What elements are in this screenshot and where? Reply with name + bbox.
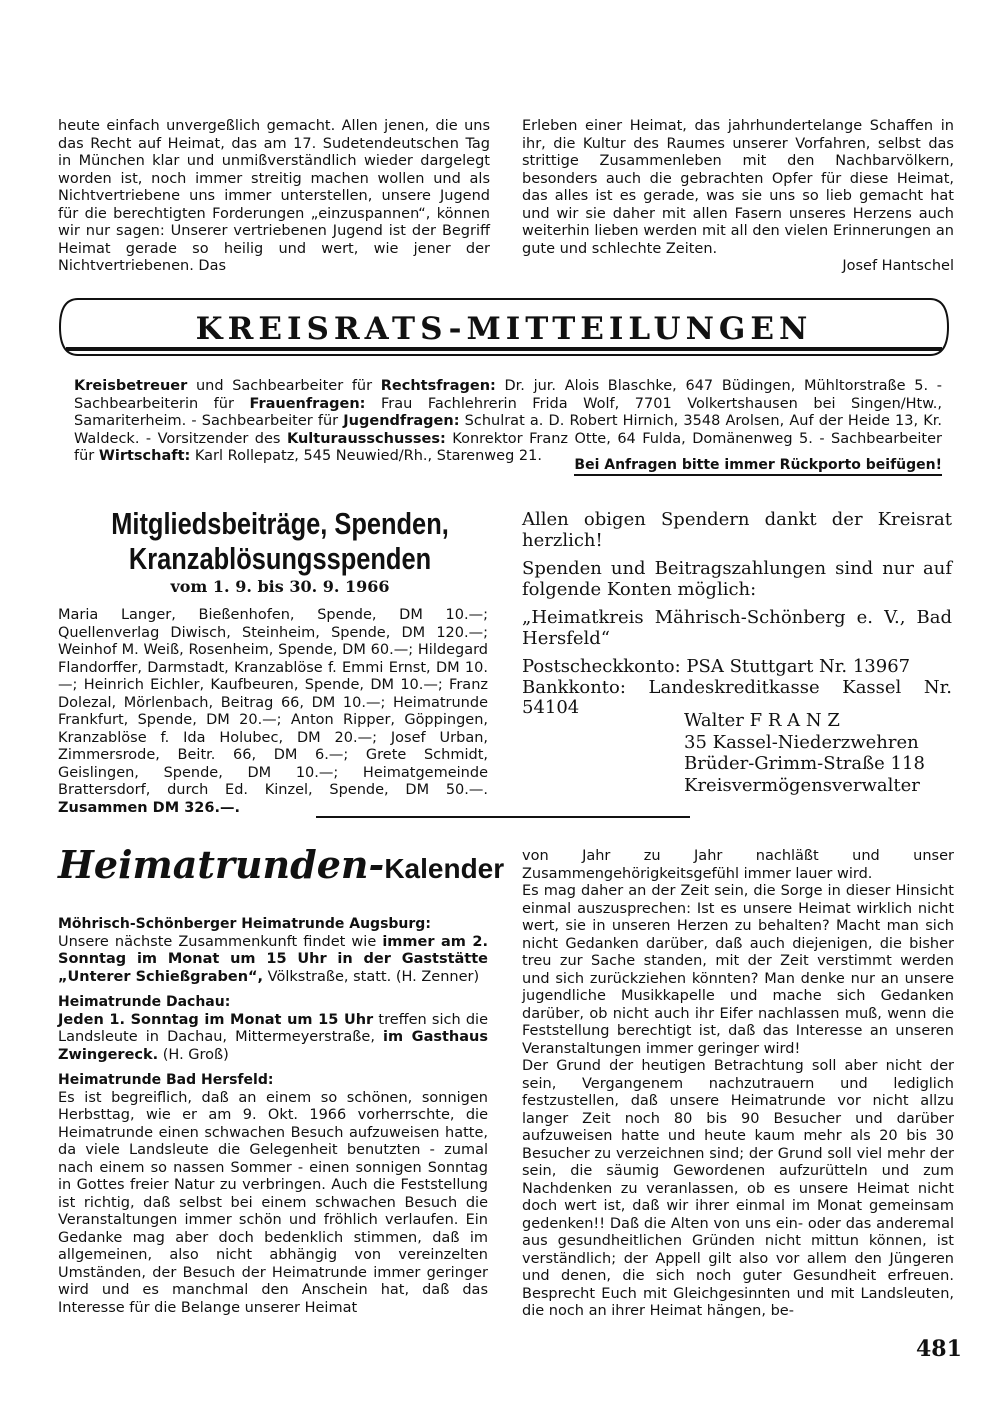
contact-label: Jugendfragen: bbox=[343, 413, 460, 429]
section-text: Es ist begreiflich, daß an einem so schönen, sonnigen Herbsttag, wie er am 9. Okt. 1966 vorherrschte, die Heimatrunde einen schwachen Besuch aufzuweisen hatte, da viele Landsleute die Gelegenheit benutzten - zumal nach einem so nassen Sommer - einen sonnigen Sonntag in Gottes freier Natur zu verbringen. Auch die Feststellung ist richtig, daß selbst bei einem schwachen Besuch die Veranstaltungen immer schön und fröhlich verlaufen. Ein Gedanke mag aber doch bedenklich stimmen, daß im allgemeinen, also nicht abhängig von vereinzelten Umständen, der Besuch der Heimatrunde immer geringer wird und es manchmal den Anschein hat, daß das Interesse für die Belange unserer Heimat bbox=[58, 1089, 488, 1316]
donations-list bbox=[58, 607, 488, 817]
treasurer-address-line: Brüder-Grimm-Straße 118 bbox=[684, 753, 925, 774]
contact-label: Frauenfragen: bbox=[249, 395, 366, 412]
contact-text: Frau Fachlehrerin Frida Wolf, 7701 Volkertshausen bei Singen/Htw., Samariterheim. - Sachbearbeiter für bbox=[74, 395, 942, 429]
article-text: Erleben einer Heimat, das jahrhundertelange Schaffen in ihr, die Kultur des Raumes unserer Vorfahren, selbst das strittige Zusammenleben mit den Nachbarvölkern, besonders auch die gebrachten Opfer für diese Heimat, das alles ist es gerade, was sie uns so lieb gemacht hat und wir sie daher mit allen Fasern unseres Herzens auch weiterhin lieben werden mit all den vielen Erinnerungen an gute und schlechte Zeiten. bbox=[522, 118, 954, 257]
kreisrat-contacts bbox=[74, 378, 942, 466]
banner-title: KREISRATS-MITTEILUNGEN bbox=[195, 311, 813, 347]
contact-text: Konrektor Franz Otte, 64 Fulda, Domänenweg 5. - Sachbearbeiter für bbox=[74, 430, 942, 464]
heimatrunden-heading-script: Heimatrunden- bbox=[58, 842, 385, 887]
text-bold: immer am 2. Sonntag im Monat um 15 Uhr in der Gaststätte „Unterer Schießgraben“, bbox=[58, 933, 488, 985]
treasurer-address bbox=[684, 710, 964, 796]
contact-label: Kreisbetreuer bbox=[74, 378, 188, 394]
section-divider bbox=[316, 816, 690, 818]
rueckporto-note: Bei Anfragen bitte immer Rückporto beifügen! bbox=[574, 457, 942, 476]
text-bold: im Gasthaus Zwingereck. bbox=[58, 1029, 488, 1063]
treasurer-role: Kreisvermögensverwalter bbox=[684, 774, 920, 796]
postscheck-account: Postscheckkonto: PSA Stuttgart Nr. 13967 bbox=[522, 656, 911, 677]
text-span: treffen sich die Landsleute in Dachau, Mittermeyerstraße, bbox=[58, 1011, 489, 1045]
article-signature: Josef Hantschel bbox=[842, 258, 954, 274]
text-span: (H. Groß) bbox=[158, 1046, 229, 1063]
contact-text: Karl Rollepatz, 545 Neuwied/Rh., Starenweg 21. bbox=[190, 448, 542, 464]
donations-date-range: vom 1. 9. bis 30. 9. 1966 bbox=[170, 577, 390, 596]
heimatrunden-heading-rest: Kalender bbox=[384, 853, 505, 884]
donations-thanks bbox=[522, 510, 952, 719]
contact-label: Rechtsfragen: bbox=[380, 378, 496, 394]
section-subheading: Heimatrunde Dachau: bbox=[58, 994, 231, 1010]
thanks-text: Allen obigen Spendern dankt der Kreisrat herzlich! bbox=[522, 509, 952, 551]
page-number: 481 bbox=[916, 1336, 962, 1362]
donations-heading-line2: Kranzablösungsspenden bbox=[128, 541, 432, 576]
text-span: Unsere nächste Zusammenkunft findet wie bbox=[58, 933, 383, 950]
contact-text: und Sachbearbeiter für bbox=[187, 378, 381, 394]
treasurer-address-line: 35 Kassel-Niederzwehren bbox=[684, 731, 919, 753]
heimatrunden-left-column bbox=[58, 912, 488, 1317]
section-text: von Jahr zu Jahr nachläßt und unser Zusammengehörigkeitsgefühl immer lauer wird. bbox=[522, 848, 954, 882]
donations-heading bbox=[100, 506, 461, 576]
bank-account: Bankkonto: Landeskreditkasse Kassel Nr. 54104 bbox=[522, 676, 952, 718]
section-text: Es mag daher an der Zeit sein, die Sorge in dieser Hinsicht einmal auszusprechen: Ist es unsere Heimat wirklich nicht wert, sie in unseren Herzen zu behalten? Macht man sich nicht Gedanken darüber, daß auch diejenigen, die bisher treu zur Sache standen, mit der Zeit verstimmt werden und sich zurückziehen könnten? Man denke nur an unsere jugendliche Musikkapelle und mache sich Gedanken darüber, ob nicht auch ihr Eifer nachlassen muß, wenn die Feststellung berechtigt ist, daß das Interesse an unseren Veranstaltungen immer geringer wird! bbox=[522, 883, 954, 1057]
section-subheading: Möhrisch-Schönberger Heimatrunde Augsburg: bbox=[58, 916, 431, 932]
account-holder: „Heimatkreis Mährisch-Schönberg e. V., Bad Hersfeld“ bbox=[522, 607, 952, 649]
section-text bbox=[58, 1012, 488, 1065]
kreisrats-banner bbox=[58, 297, 950, 357]
contact-label: Kulturausschusses: bbox=[286, 430, 446, 447]
accounts-intro: Spenden und Beitragszahlungen sind nur auf folgende Konten möglich: bbox=[522, 558, 952, 600]
heimatrunden-right-column bbox=[522, 848, 954, 1321]
contact-label: Wirtschaft: bbox=[98, 448, 191, 464]
text-span: Völkstraße, statt. (H. Zenner) bbox=[263, 968, 480, 985]
section-subheading: Heimatrunde Bad Hersfeld: bbox=[58, 1072, 274, 1088]
article-top-right-column bbox=[522, 118, 954, 276]
text-bold: Jeden 1. Sonntag im Monat um 15 Uhr bbox=[58, 1011, 374, 1028]
section-text: Der Grund der heutigen Betrachtung soll aber nicht der sein, Vergangenem nachzutrauern und lediglich festzustellen, daß unsere Heimatrunde vor nicht allzu langer Zeit noch 80 bis 90 Besucher und darüber aufzuweisen hatte und heute kaum mehr als 20 bis 30 Besucher zu verzeichnen sind; der Grund soll viel mehr der sein, die säumig Gewordenen aufzurütteln und zum Nachdenken zu veranlassen, ob es unsere Heimat nicht doch wert ist, daß wir ihrer einmal im Monat gemeinsam gedenken!! Daß die Alten von uns ein- oder das anderemal aus gesundheitlichen Gründen nicht mittun können, ist verständlich; der Appell gilt also vor allem den Jüngeren und denen, die sich noch guter Gesundheit erfreuen. Besprecht Euch mit Gleichgesinnten und mit Landsleuten, die noch an ihrer Heimat hängen, be- bbox=[522, 1058, 954, 1319]
donations-total: Zusammen DM 326.—. bbox=[58, 799, 240, 816]
treasurer-name: Walter F R A N Z bbox=[684, 710, 840, 731]
heimatrunden-heading bbox=[58, 842, 504, 887]
article-top-left-column bbox=[58, 118, 490, 276]
article-text: heute einfach unvergeßlich gemacht. Allen jenen, die uns das Recht auf Heimat, das am 17. Sudetendeutschen Tag in München klar und unmißverständlich wieder dargelegt worden ist, noch immer streitig machen wollen und als Nichtvertriebene uns immer unterstellen, unsere Jugend für die berechtigten Forderungen „einzuspannen“, können wir nur sagen: Unserer vertriebenen Jugend ist der Begriff Heimat gerade so heilig und wert, wie jener der Nichtvertriebenen. Das bbox=[58, 118, 490, 274]
contact-text: Dr. jur. Alois Blaschke, 647 Büdingen, Mühltorstraße 5. - Sachbearbeiterin für bbox=[74, 378, 942, 412]
donations-text: Maria Langer, Bießenhofen, Spende, DM 10.—; Quellenverlag Diwisch, Steinheim, Spende, DM 120.—; Weinhof M. Weiß, Rosenheim, Spende, DM 60.—; Hildegard Flandorffer, Darmstadt, Kranzablöse f. Emmi Ernst, DM 10.—; Heinrich Eichler, Kaufbeuren, Spende, DM 10.—; Franz Dolezal, Mörlenbach, Beitrag 66, DM 10.—; Heimatrunde Frankfurt, Spende, DM 20.—; Anton Ripper, Göppingen, Kranzablöse f. Ida Holubec, DM 20.—; Josef Urban, Zimmersrode, Beitr. 66, DM 6.—; Grete Schmidt, Geislingen, Spende, DM 10.—; Heimatgemeinde Brattersdorf, durch Ed. Kinzel, Spende, DM 50.—. bbox=[58, 607, 488, 798]
donations-heading-line1: Mitgliedsbeiträge, Spenden, bbox=[111, 506, 449, 541]
section-text bbox=[58, 934, 488, 987]
contact-text: Schulrat a. D. Robert Hirnich, 3548 Arolsen, Auf der Heide 13, Kr. Waldeck. - Vorsitzender des bbox=[74, 413, 942, 447]
